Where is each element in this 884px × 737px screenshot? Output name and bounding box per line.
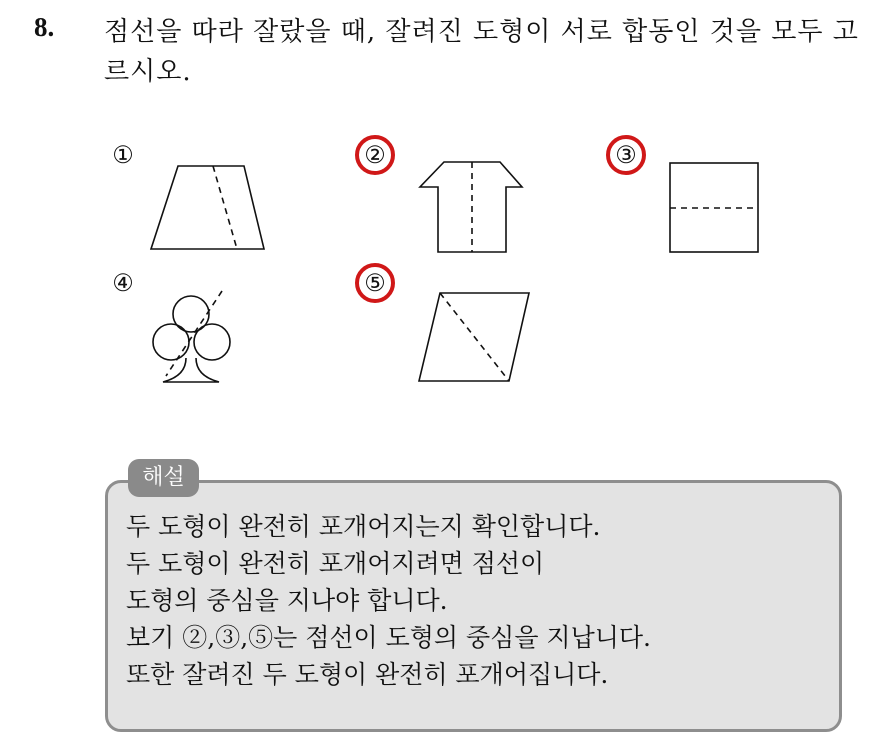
explanation-line-4: 보기 ②,③,⑤는 점선이 도형의 중심을 지납니다. (126, 623, 651, 652)
choice-label-5: ⑤ (364, 269, 386, 297)
explanation-line-3: 도형의 중심을 지나야 합니다. (126, 586, 448, 615)
explanation-text (126, 508, 826, 693)
explanation-line-5: 또한 잘려진 두 도형이 완전히 포개어집니다. (126, 660, 609, 689)
square-figure (670, 163, 758, 252)
question-text: 점선을 따라 잘랐을 때, 잘려진 도형이 서로 합동인 것을 모두 고르시오. (104, 17, 859, 87)
choice-label-3: ③ (615, 141, 637, 169)
choice-label-2: ② (364, 141, 386, 169)
t-shirt-figure (420, 162, 522, 252)
choice-label-1: ① (112, 141, 134, 169)
explanation-line-1: 두 도형이 완전히 포개어지는지 확인합니다. (126, 512, 601, 541)
parallelogram-figure (419, 293, 529, 381)
explanation-tab: 해설 (128, 459, 199, 497)
choice-label-4: ④ (112, 269, 134, 297)
trapezoid-figure (151, 166, 264, 249)
explanation-line-2: 두 도형이 완전히 포개어지려면 점선이 (126, 549, 545, 578)
question-number: 8. (34, 12, 55, 42)
clover-figure (153, 291, 230, 382)
